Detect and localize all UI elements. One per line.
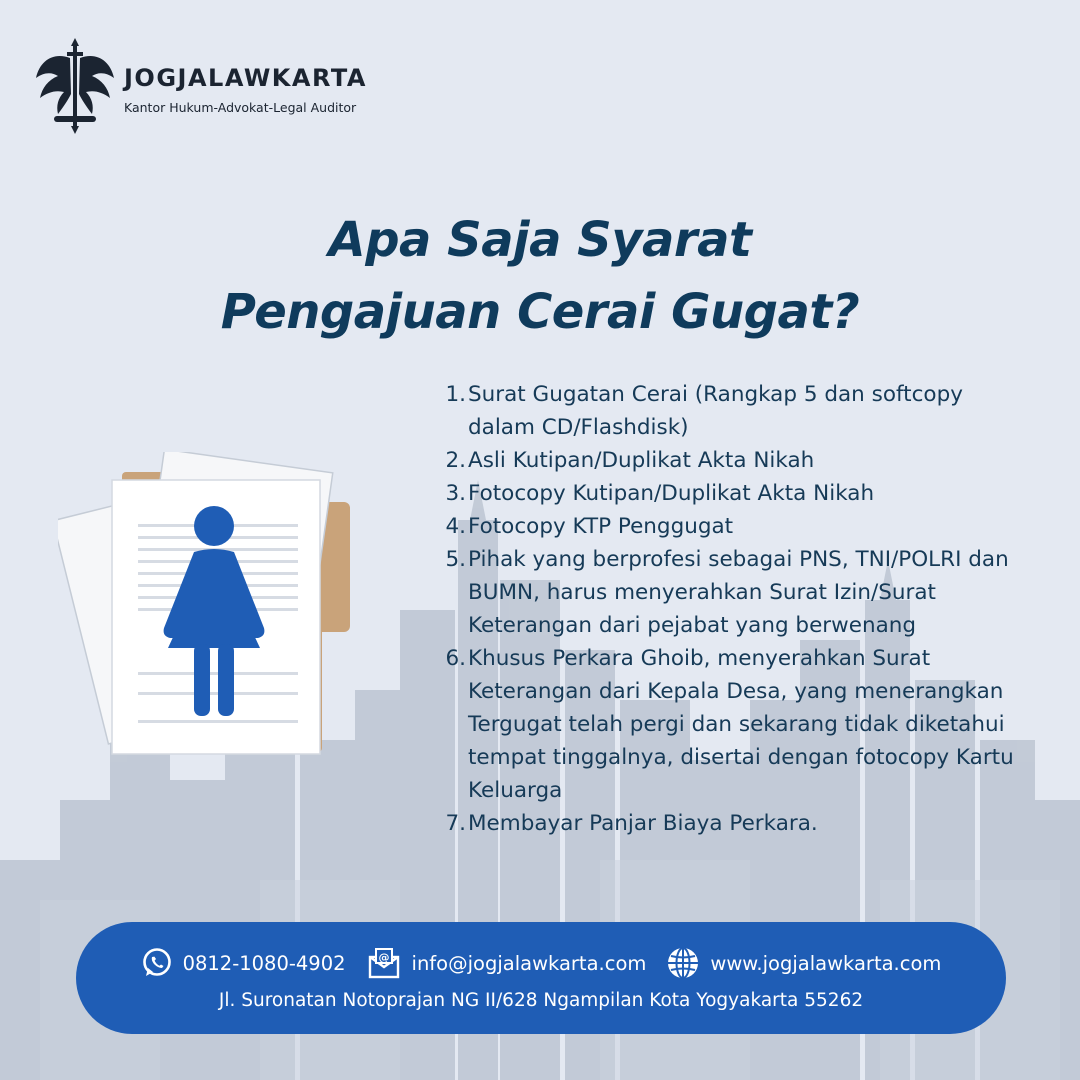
list-item (440, 543, 1020, 642)
contact-website[interactable] (666, 946, 941, 980)
whatsapp-icon (141, 947, 173, 979)
list-item (440, 642, 1020, 807)
list-item (440, 807, 1020, 840)
eagle-sword-logo (34, 38, 116, 134)
list-item (440, 477, 1020, 510)
list-item-text: Membayar Panjar Biaya Perkara. (468, 811, 818, 836)
list-item (440, 444, 1020, 477)
list-item-text: Khusus Perkara Ghoib, menyerahkan Surat Keterangan dari Kepala Desa, yang menerangkan Tergugat telah pergi dan sekarang tidak diketahui tempat tinggalnya, disertai dengan fotocopy Kartu Keluarga (468, 646, 1014, 803)
page-title-line-2: Pengajuan Cerai Gugat? (220, 284, 860, 340)
contact-phone[interactable] (141, 947, 346, 979)
phone-number: 0812-1080-4902 (182, 951, 346, 975)
list-item-number: 5. (445, 547, 466, 572)
list-item-number: 1. (445, 382, 466, 407)
contact-row (76, 946, 1006, 980)
contact-bar (76, 922, 1006, 1034)
globe-icon (666, 946, 700, 980)
list-item-text: Pihak yang berprofesi sebagai PNS, TNI/POLRI dan BUMN, harus menyerahkan Surat Izin/Surat Keterangan dari pejabat yang berwenang (468, 547, 1009, 638)
contact-address: Jl. Suronatan Notoprajan NG II/628 Ngampilan Kota Yogyakarta 55262 (218, 990, 864, 1011)
email-icon (366, 947, 402, 979)
list-item-number: 2. (445, 448, 466, 473)
brand-name: JOGJALAWKARTA (124, 64, 367, 92)
website-url: www.jogjalawkarta.com (710, 951, 942, 975)
list-item-text: Fotocopy KTP Penggugat (468, 514, 734, 539)
page-title-line-1: Apa Saja Syarat (328, 212, 752, 268)
list-item-number: 6. (445, 646, 466, 671)
list-item-number: 3. (445, 481, 466, 506)
list-item-number: 7. (445, 811, 466, 836)
female-document-icon (58, 452, 358, 772)
list-item-text: Surat Gugatan Cerai (Rangkap 5 dan softcopy dalam CD/Flashdisk) (468, 382, 963, 440)
list-item-text: Asli Kutipan/Duplikat Akta Nikah (468, 448, 815, 473)
email-address: info@jogjalawkarta.com (411, 951, 647, 975)
list-item (440, 378, 1020, 444)
list-item (440, 510, 1020, 543)
brand-tagline: Kantor Hukum-Advokat-Legal Auditor (124, 100, 357, 115)
list-item-number: 4. (445, 514, 466, 539)
svg-text:@: @ (378, 951, 390, 964)
contact-email[interactable] (366, 947, 647, 979)
list-item-text: Fotocopy Kutipan/Duplikat Akta Nikah (468, 481, 875, 506)
requirements-list (440, 378, 1020, 840)
